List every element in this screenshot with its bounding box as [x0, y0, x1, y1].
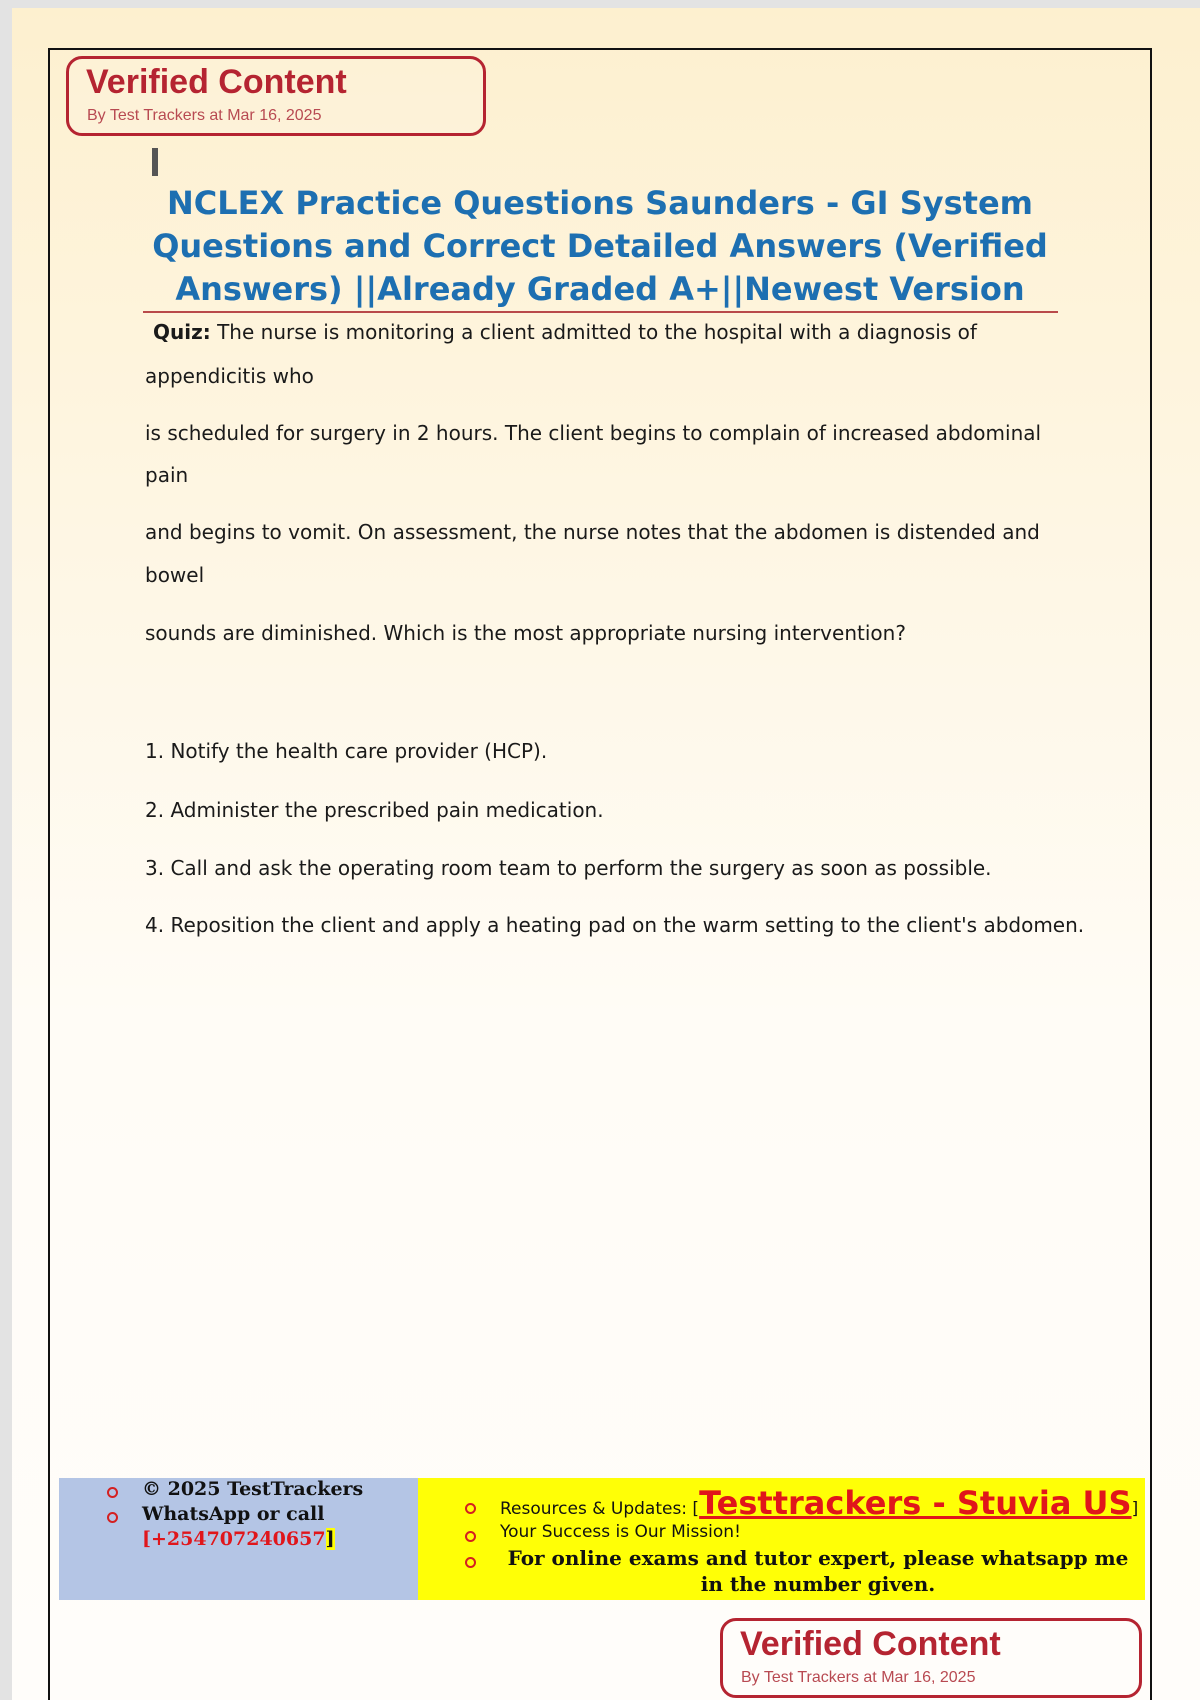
- bullet-icon: [107, 1487, 118, 1498]
- document-title: NCLEX Practice Questions Saunders - GI System Questions and Correct Detailed Answers (Verified Answers) ||Already Graded A+||Newest Version: [152, 184, 1048, 308]
- question-line-1: [153, 320, 977, 344]
- phone-number[interactable]: [+254707240657: [142, 1528, 326, 1550]
- question-line-3: is scheduled for surgery in 2 hours. The client begins to complain of increased abdominal: [145, 421, 1042, 445]
- question-text: The nurse is monitoring a client admitted to the hospital with a diagnosis of: [210, 320, 977, 344]
- bullet-icon: [465, 1557, 476, 1568]
- question-line-4: pain: [145, 463, 189, 487]
- resources-link[interactable]: Testtrackers - Stuvia US: [699, 1484, 1132, 1522]
- bullet-icon: [107, 1512, 118, 1523]
- bullet-icon: [465, 1531, 476, 1542]
- question-line-2: appendicitis who: [145, 364, 314, 388]
- footer-mission: Your Success is Our Mission!: [500, 1522, 741, 1542]
- option-3: 3. Call and ask the operating room team to perform the surgery as soon as possible.: [145, 856, 992, 880]
- footer-whatsapp-label: WhatsApp or call: [142, 1503, 325, 1525]
- stamp-title: Verified Content: [86, 63, 347, 101]
- bullet-icon: [465, 1503, 476, 1514]
- verified-stamp-top: [66, 56, 486, 136]
- question-line-7: sounds are diminished. Which is the most appropriate nursing intervention?: [145, 621, 906, 645]
- verified-stamp-bottom: [720, 1618, 1142, 1698]
- text-cursor-mark: [152, 148, 158, 176]
- stamp-title: Verified Content: [740, 1625, 1001, 1663]
- question-line-5: and begins to vomit. On assessment, the nurse notes that the abdomen is distended and: [145, 520, 1040, 544]
- option-4: 4. Reposition the client and apply a heating pad on the warm setting to the client's abdomen.: [145, 913, 1085, 937]
- question-line-6: bowel: [145, 563, 205, 587]
- footer-copyright: © 2025 TestTrackers: [142, 1478, 364, 1500]
- resources-label: Resources & Updates: [: [500, 1499, 700, 1519]
- stamp-subtitle: By Test Trackers at Mar 16, 2025: [741, 1669, 976, 1686]
- option-1: 1. Notify the health care provider (HCP).: [145, 739, 548, 763]
- footer-resources: [500, 1484, 1138, 1522]
- footer-phone[interactable]: [142, 1528, 335, 1550]
- stamp-subtitle: By Test Trackers at Mar 16, 2025: [87, 107, 322, 124]
- option-2: 2. Administer the prescribed pain medication.: [145, 798, 604, 822]
- resources-bracket: ]: [1131, 1499, 1139, 1519]
- footer-online-note: For online exams and tutor expert, please whatsapp me in the number given.: [507, 1546, 1129, 1596]
- quiz-label: Quiz:: [153, 320, 211, 344]
- title-divider: [143, 311, 1058, 313]
- phone-bracket: ]: [325, 1528, 335, 1550]
